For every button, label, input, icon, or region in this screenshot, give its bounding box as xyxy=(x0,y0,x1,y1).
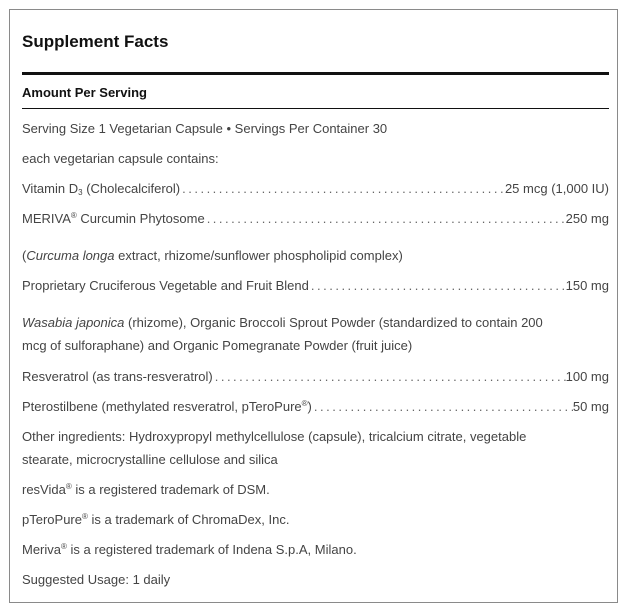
trademark-meriva: Meriva® is a registered trademark of Indena S.p.A, Milano. xyxy=(22,542,357,557)
title-divider xyxy=(22,72,609,75)
blend-amount: 150 mg xyxy=(565,278,609,293)
suggested-usage: Suggested Usage: 1 daily xyxy=(22,572,171,587)
blend-note-line-2: mcg of sulforaphane) and Organic Pomegranate Powder (fruit juice) xyxy=(22,338,413,353)
capsule-contains-line: each vegetarian capsule contains: xyxy=(22,151,219,166)
resveratrol-label: Resveratrol (as trans-resveratrol) xyxy=(22,369,213,384)
supplement-facts-panel xyxy=(9,9,618,603)
dot-leader xyxy=(180,178,505,200)
curcuma-note: (Curcuma longa extract, rhizome/sunflower phospholipid complex) xyxy=(22,248,403,263)
meriva-row xyxy=(22,208,609,230)
dot-leader xyxy=(309,275,566,297)
vitamin-d-amount: 25 mcg (1,000 IU) xyxy=(504,181,609,196)
vitamin-d-label: Vitamin $D_3$ (Cholecalciferol) xyxy=(22,181,181,197)
pterostilbene-label: Pterostilbene (methylated resveratrol, pTeroPure®) xyxy=(22,399,312,414)
blend-note-line-1: Wasabia japonica (rhizome), Organic Broccoli Sprout Powder (standardized to contain 200 xyxy=(22,315,543,330)
dot-leader xyxy=(213,366,566,388)
trademark-resvida: resVida® is a registered trademark of DSM. xyxy=(22,482,270,497)
resveratrol-amount: 100 mg xyxy=(565,369,609,384)
other-ingredients-line-1: Other ingredients: Hydroxypropyl methylcellulose (capsule), tricalcium citrate, vegetable xyxy=(22,429,527,444)
other-ingredients-line-2: stearate, microcrystalline cellulose and silica xyxy=(22,452,278,467)
pterostilbene-row xyxy=(22,396,609,418)
header-divider xyxy=(22,108,609,109)
pterostilbene-amount: 50 mg xyxy=(572,399,609,414)
meriva-label: MERIVA® Curcumin Phytosome xyxy=(22,211,205,226)
dot-leader xyxy=(205,208,566,230)
blend-label: Proprietary Cruciferous Vegetable and Fruit Blend xyxy=(22,278,309,293)
serving-size-line: Serving Size 1 Vegetarian Capsule • Servings Per Container 30 xyxy=(22,121,388,136)
dot-leader xyxy=(312,396,573,418)
resveratrol-row xyxy=(22,366,609,388)
trademark-pteropure: pTeroPure® is a trademark of ChromaDex, Inc. xyxy=(22,512,290,527)
meriva-amount: 250 mg xyxy=(565,211,609,226)
amount-per-serving-header: Amount Per Serving xyxy=(22,85,147,100)
vitamin-d-row xyxy=(22,178,609,200)
panel-title: Supplement Facts xyxy=(22,32,169,51)
blend-row xyxy=(22,275,609,297)
